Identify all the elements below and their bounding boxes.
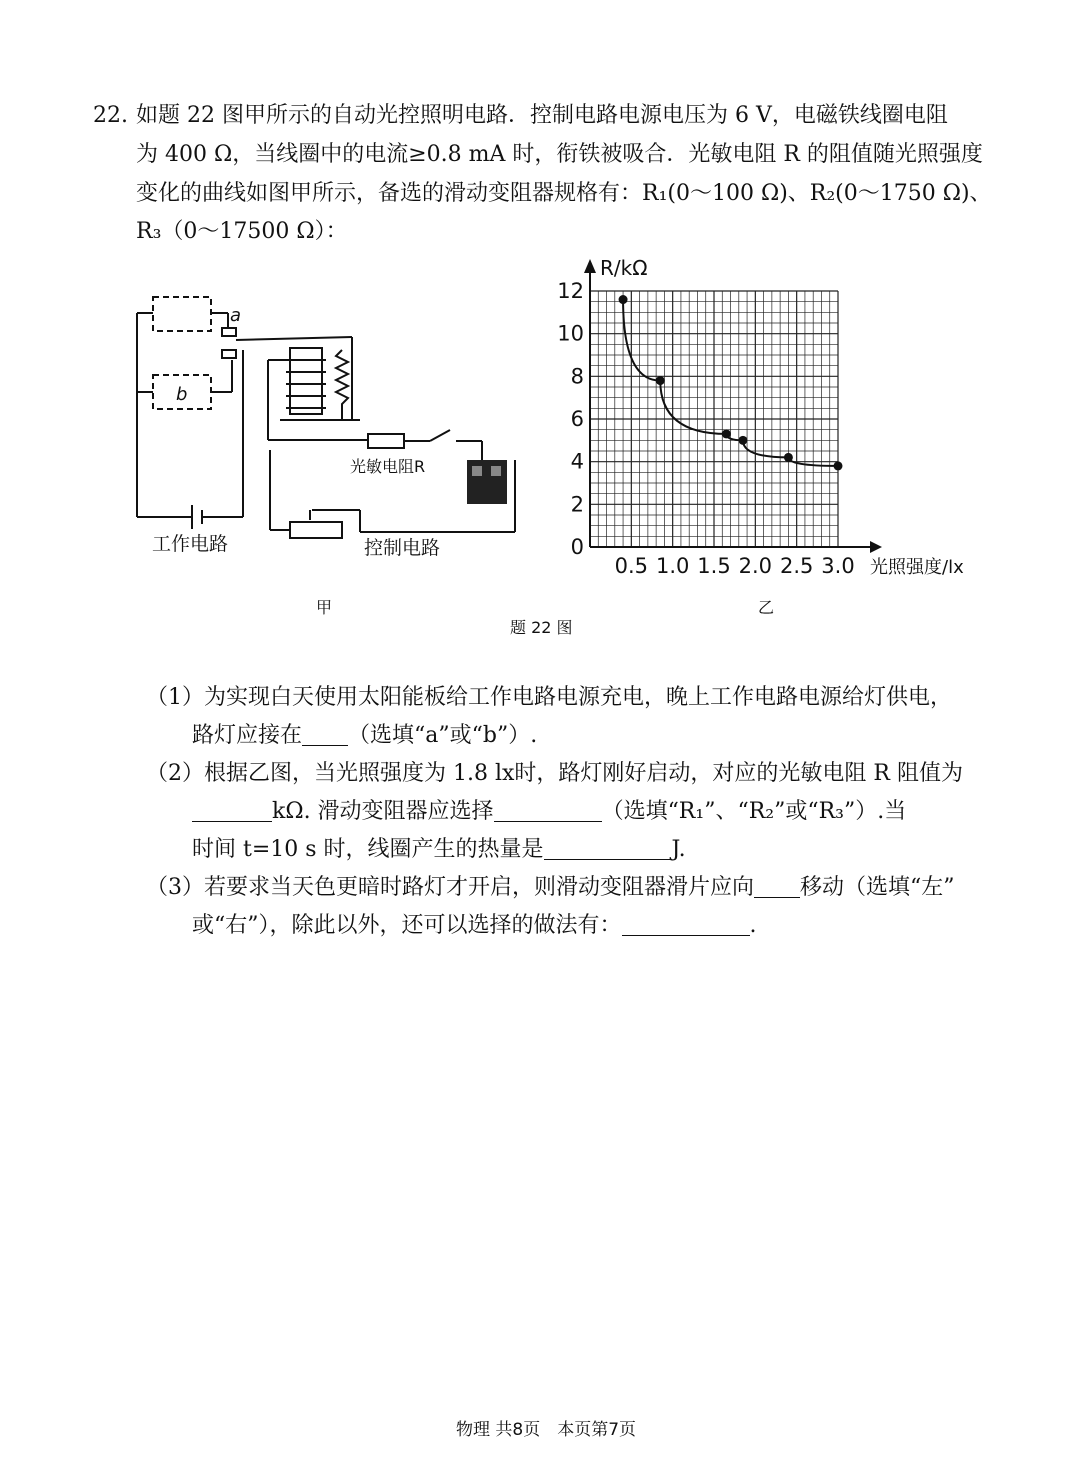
- question-line-2: 为 400 Ω，当线圈中的电流≥0.8 mA 时，衔铁被吸合．光敏电阻 R 的阻值随光照强度: [136, 142, 983, 167]
- q1-line-a: （1）为实现白天使用太阳能板给工作电路电源充电，晚上工作电路电源给灯供电，: [146, 685, 952, 710]
- x-tick-label: 0.5: [614, 554, 649, 578]
- x-tick-label: 1.0: [655, 554, 690, 578]
- q1-answer-blank[interactable]: [302, 721, 348, 746]
- q3-text-b: 移动（选填“左”: [800, 875, 955, 900]
- q3-text-c: 或“右”），除此以外，还可以选择的做法有：: [192, 913, 622, 938]
- y-tick-label: 4: [570, 449, 584, 474]
- label-b: b: [176, 384, 188, 405]
- x-axis-label: 光照强度/lx: [870, 557, 964, 578]
- y-tick-label: 2: [570, 492, 584, 517]
- data-point: [738, 436, 747, 445]
- data-point: [722, 429, 731, 438]
- y-tick-label: 6: [570, 407, 584, 431]
- q3-text-d: .: [749, 913, 757, 938]
- q2-text-c: （选填“R₁”、“R₂”或“R₃”）.当: [601, 799, 907, 824]
- photoresistor-label: 光敏电阻R: [350, 457, 426, 476]
- question-number: 22.: [93, 103, 128, 128]
- control-circuit-label: 控制电路: [364, 537, 441, 559]
- circuit-diagram: [120, 280, 540, 580]
- q2-line-c: [192, 832, 686, 868]
- resistance-graph: [550, 255, 990, 585]
- q2-line-a: （2）根据乙图，当光照强度为 1.8 lx时，路灯刚好启动，对应的光敏电阻 R 阻值为: [146, 761, 963, 786]
- question-line-3: 变化的曲线如图甲所示，备选的滑动变阻器规格有：R₁(0～100 Ω)、R₂(0～1750 Ω)、: [136, 181, 992, 206]
- q3-text-a: （3）若要求当天色更暗时路灯才开启，则滑动变阻器滑片应向: [146, 875, 754, 900]
- q3-line-b: [192, 908, 757, 944]
- q3-direction-blank[interactable]: [754, 873, 800, 898]
- y-axis-label: R/kΩ: [600, 256, 648, 280]
- work-circuit-label: 工作电路: [152, 533, 229, 555]
- q3-method-blank[interactable]: [622, 911, 750, 936]
- q2-line-b: [192, 794, 906, 830]
- q2-text-e: J.: [671, 837, 686, 862]
- q2-text-b: kΩ. 滑动变阻器应选择: [272, 799, 494, 824]
- y-tick-label: 10: [557, 321, 584, 346]
- q2-heat-blank[interactable]: [544, 835, 672, 860]
- data-point: [656, 376, 665, 385]
- label-a: a: [230, 305, 242, 326]
- question-line-1: 如题 22 图甲所示的自动光控照明电路．控制电路电源电压为 6 V，电磁铁线圈电阻: [136, 103, 948, 128]
- q1-line-b: [192, 718, 537, 754]
- data-point: [834, 461, 843, 470]
- q1-hint: （选填“a”或“b”）.: [348, 723, 538, 748]
- y-tick-label: 12: [557, 279, 584, 303]
- x-tick-label: 2.5: [779, 554, 814, 578]
- data-point: [784, 453, 793, 462]
- figure-caption: 题 22 图: [510, 618, 573, 637]
- q3-line-a: [146, 870, 955, 906]
- question-line-4: R₃（0～17500 Ω）：: [136, 219, 348, 244]
- q2-resistance-blank[interactable]: [192, 797, 272, 822]
- q2-rheostat-blank[interactable]: [494, 797, 602, 822]
- circuit-caption: 甲: [316, 598, 333, 617]
- data-point: [619, 295, 628, 304]
- x-tick-label: 3.0: [821, 554, 855, 578]
- page-footer: 物理 共8页 本页第7页: [456, 1420, 637, 1440]
- y-tick-label: 8: [570, 364, 584, 389]
- x-tick-label: 2.0: [738, 554, 773, 578]
- x-tick-label: 1.5: [697, 554, 731, 578]
- graph-caption: 乙: [758, 598, 775, 617]
- q1-text: 路灯应接在: [192, 723, 303, 748]
- q2-text-d: 时间 t=10 s 时，线圈产生的热量是: [192, 837, 544, 862]
- y-tick-label: 0: [570, 535, 584, 559]
